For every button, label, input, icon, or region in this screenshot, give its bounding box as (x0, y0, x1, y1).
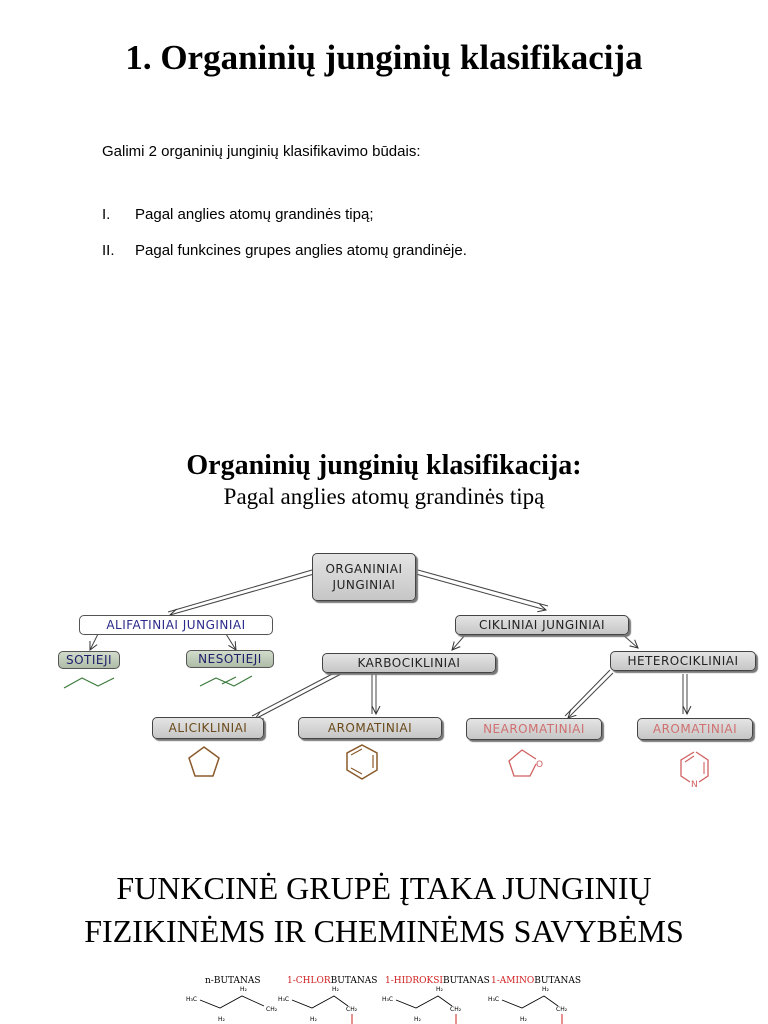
svg-text:CH₂: CH₂ (346, 1006, 358, 1013)
connector-arrow (168, 570, 312, 612)
svg-text:H₃C: H₃C (382, 996, 394, 1003)
svg-text:CH₂: CH₂ (556, 1006, 568, 1013)
list-number: II. (102, 242, 115, 259)
node-aromatiniai-hetero: AROMATINIAI (637, 718, 753, 740)
svg-text:H₃C: H₃C (186, 996, 198, 1003)
alkene-chain-structure (200, 676, 252, 686)
node-sotieji: SOTIEJI (58, 651, 120, 669)
svg-text:H₂: H₂ (436, 986, 443, 993)
functional-group-heading-line1: FUNKCINĖ GRUPĖ ĮTAKA JUNGINIŲ (116, 870, 652, 906)
benzene-structure (347, 745, 377, 779)
list-item (102, 242, 467, 259)
connector-arrow (226, 634, 236, 650)
molecule-label: 1-AMINOBUTANAS (491, 976, 582, 986)
connector-arrow (565, 670, 610, 716)
svg-text:H₂: H₂ (520, 1016, 527, 1023)
connector-arrow (622, 634, 638, 648)
connector-arrow (568, 673, 613, 718)
node-nesotieji: NESOTIEJI (186, 650, 274, 668)
connector-arrow (452, 634, 466, 650)
functional-group-heading-line2: FIZIKINĖMS IR CHEMINĖMS SAVYBĖMS (84, 913, 684, 949)
molecule-structures (170, 970, 590, 1024)
connector-arrow (255, 674, 341, 719)
svg-text:H₂: H₂ (240, 986, 247, 993)
molecule-label: 1-HIDROKSIBUTANAS (385, 976, 490, 986)
list-text: Pagal anglies atomų grandinės tipą; (135, 206, 374, 223)
chlorobutane-structure (278, 986, 358, 1024)
node-aromatiniai-karbo: AROMATINIAI (298, 717, 442, 739)
cyclopentane-structure (189, 747, 219, 776)
diagram-subtitle: Pagal anglies atomų grandinės tipą (223, 484, 545, 509)
molecule-label: n-BUTANAS (205, 976, 261, 986)
svg-text:H₂: H₂ (218, 1016, 225, 1023)
pyridine-structure (681, 752, 708, 790)
svg-text:H₂: H₂ (414, 1016, 421, 1023)
intro-text: Galimi 2 organinių junginių klasifikavimo būdais: (102, 143, 421, 160)
tetrahydrofuran-structure (509, 750, 543, 776)
molecule-label: 1-CHLORBUTANAS (287, 976, 378, 986)
node-cikliniai: CIKLINIAI JUNGINIAI (455, 615, 629, 635)
svg-text:CH₂: CH₂ (266, 1006, 278, 1013)
root-node (312, 553, 416, 601)
svg-text:H₂: H₂ (310, 1016, 317, 1023)
list-number: I. (102, 206, 111, 223)
node-nearomatiniai: NEAROMATINIAI (466, 718, 602, 740)
butane-structure (186, 986, 278, 1023)
list-text: Pagal funkcines grupes anglies atomų grandinėje. (135, 242, 467, 259)
diagram-title: Organinių junginių klasifikacija: (186, 450, 582, 481)
alkane-chain-structure (64, 678, 114, 688)
oxygen-atom-label: O (536, 760, 544, 770)
node-karbocikliniai: KARBOCIKLINIAI (322, 653, 496, 673)
hydroxybutane-structure (382, 986, 462, 1024)
svg-text:H₂: H₂ (542, 986, 549, 993)
connector-arrow (170, 574, 314, 615)
page-title: 1. Organinių junginių klasifikacija (125, 38, 643, 77)
root-node-label: JUNGINIAI (332, 578, 396, 592)
root-node-label: ORGANINIAI (325, 562, 403, 576)
connector-arrow (90, 634, 98, 650)
nitrogen-atom-label: N (691, 780, 698, 790)
node-heterocikliniai: HETEROCIKLINIAI (610, 651, 756, 671)
list-item (102, 206, 374, 223)
connector-arrow (418, 570, 548, 606)
svg-text:CH₂: CH₂ (450, 1006, 462, 1013)
svg-text:H₃C: H₃C (278, 996, 290, 1003)
connector-arrow (252, 671, 338, 716)
svg-text:H₂: H₂ (332, 986, 339, 993)
aminobutane-structure (488, 986, 568, 1024)
svg-text:H₃C: H₃C (488, 996, 500, 1003)
node-alifatiniai: ALIFATINIAI JUNGINIAI (79, 615, 273, 635)
node-aliciklinai: ALICIKLINIAI (152, 717, 264, 739)
connector-arrow (416, 574, 546, 610)
